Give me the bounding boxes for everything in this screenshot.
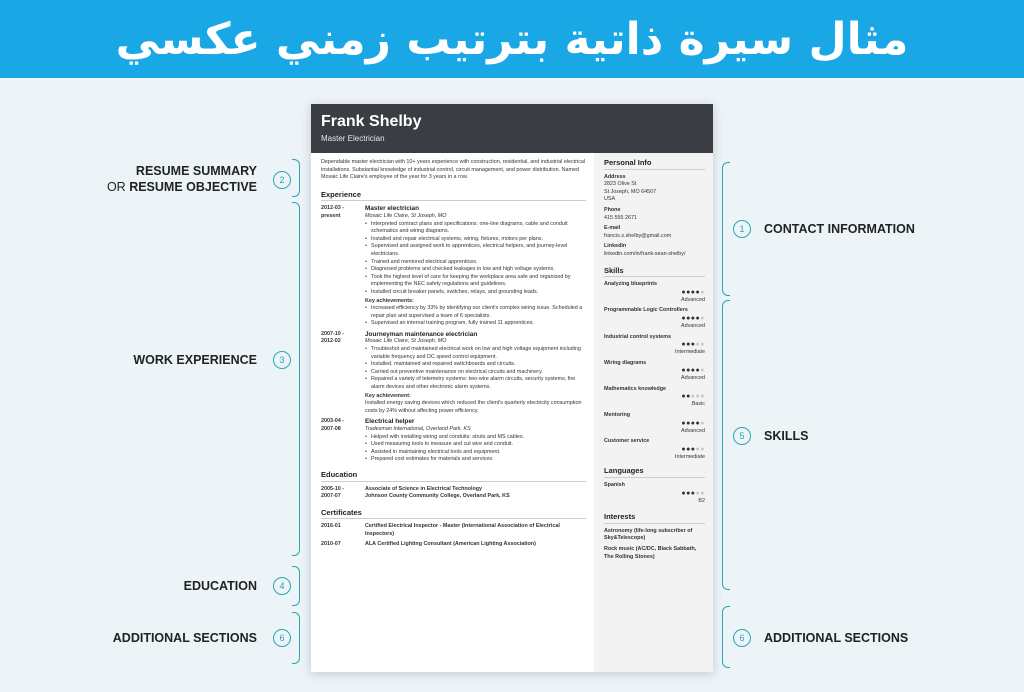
list-item: • Prepared cost estimates for materials and services. <box>365 456 586 464</box>
badge-4: 4 <box>273 577 291 595</box>
list-item: • Took the highest level of care for keeping the workplace area safe and organized by implementing the NEC safety regulations and guidelines. <box>365 274 586 289</box>
rating-dot: ● <box>700 489 705 497</box>
list-item: • Helped with installing wiring and conduits: struts and MS cables. <box>365 434 586 442</box>
title-banner <box>0 0 1024 78</box>
annotation-summary: RESUME SUMMARY OR RESUME OBJECTIVE <box>106 164 257 194</box>
rating-dot: ● <box>700 419 705 427</box>
resume-header <box>311 104 713 153</box>
rating-dot: ● <box>681 367 687 375</box>
skill-name: Programmable Logic Controllers <box>604 307 688 314</box>
personal-info-heading: Personal Info <box>604 159 705 170</box>
skills-heading: Skills <box>604 267 705 278</box>
rating-dot: ● <box>700 393 705 401</box>
list-item: • Installed and repair electrical systems, wiring, fixtures, motors per plans. <box>365 236 586 244</box>
list-item: • Troubleshot and maintained electrical work on low and high voltage equipment including variable frequency and DC speed control equipment. <box>365 346 586 361</box>
rating-dot: ● <box>700 367 705 375</box>
rating-dot: ● <box>690 314 696 322</box>
rating-dot: ● <box>695 393 701 401</box>
skill-level: Advanced <box>681 375 705 382</box>
list-item: • Assisted in maintaining electrical tools and equipment. <box>365 449 586 457</box>
skill-name: Industrial control systems <box>604 333 672 340</box>
language-entry: Spanish ●●●●● B2 <box>604 482 705 504</box>
badge-6-left: 6 <box>273 629 291 647</box>
certificates-heading: Certificates <box>321 509 586 520</box>
bracket-contact <box>722 162 730 296</box>
rating-dot: ● <box>700 314 705 322</box>
education-entry: 2005-10 - 2007-07 Associate of Science in Electrical Technology Johnson County Community College, Overland Park, KS <box>321 486 586 501</box>
skills-list <box>604 281 705 461</box>
job-company: Mosaic Life Claire, St Joseph, MO <box>365 338 447 345</box>
rating-dot: ● <box>681 341 687 349</box>
certificate-entry: 2010-07 ALA Certified Lighting Consultant (American Lighting Association) <box>321 540 536 547</box>
rating-dot: ● <box>695 445 701 453</box>
annotation-additional-right: ADDITIONAL SECTIONS <box>764 631 909 645</box>
rating-dot: ● <box>690 341 696 349</box>
annotation-contact: CONTACT INFORMATION <box>764 222 915 236</box>
rating-dot: ● <box>686 341 691 349</box>
rating-dot: ● <box>695 288 701 296</box>
rating-dots <box>604 367 705 375</box>
list-item: • Repaired a variety of telemetry systems: two-wire alarm circuits, security systems, fire alarm devices and other electronic alarm systems. <box>365 376 586 391</box>
languages-heading: Languages <box>604 467 705 478</box>
badge-6-right: 6 <box>733 629 751 647</box>
skill-level: Advanced <box>681 427 705 434</box>
rating-dots <box>604 289 705 297</box>
skill-name: Wiring diagrams <box>604 359 647 366</box>
skill-name: Customer service <box>604 438 650 445</box>
job-1: 2012-03 - present Master electrician Mosaic Life Claire, St Joseph, MO • Interpreted contract plans and specifications: one-line diagrams, cable and conduit schematics and wiring diagrams. • Installed and repair electrical systems, wiring, fixtures, motors per plans. • Supervised and assigned work to apprentices, electrical helpers, and journey-level electricians. • Trained and mentored electrical apprentices. • Diagnosed problems and checked leakages in low and high voltage systems. • Took the highest level of care for keeping the workplace area safe and organized by implementing the NEC safety regulations and guidelines. • Installed circuit breaker panels, switches, relays, and grounding leads. Key achievements: • Increased efficiency by 33% by identifying our client's complex wiring issue. Scheduled a repair plan and supervised a team of 6 specialists. • Supervised an internal training program, fully trained 11 apprentices. <box>321 205 586 328</box>
job-title: Journeyman maintenance electrician <box>365 330 478 338</box>
rating-dot: ● <box>690 489 696 497</box>
job-title: Electrical helper <box>365 418 415 426</box>
annotation-additional-left: ADDITIONAL SECTIONS <box>112 631 257 645</box>
rating-dot: ● <box>700 341 705 349</box>
rating-dots <box>604 315 705 323</box>
list-item: • Supervised an internal training program, fully trained 11 apprentices. <box>365 320 586 328</box>
education-heading: Education <box>321 471 586 482</box>
skill-entry <box>604 360 705 383</box>
rating-dot: ● <box>686 393 691 401</box>
bracket-summary <box>292 159 300 197</box>
resume-side-column: Personal Info Address 2823 Olive St St Joseph, MO 64507 USA Phone 415 555 2671 E-mail francis.s.shelby@gmail.com LinkedIn linkedin.com/in/frank-sean-shelby/ Skills Analyzing blueprints ●●●●● Advanced Programmable Logic Controllers ●●●●● Advanced Industrial control systems ●●●●● Intermediate Wiring diagrams ●●●●● Advanced Mathematics knowledge ●●●●● Basic Mentoring ●●●●● Advanced Customer service ●●●●● Intermediate Languages Spanish ●●●●● B2 Interests Astronomy (life-long subscriber of Sky&Telescope) Rock music (AC/DC, Black Sabbath, The Rolling Stones) <box>594 153 713 672</box>
list-item: • Used measuring tools to measure and cut wire and conduit. <box>365 441 586 449</box>
list-item: • Trained and mentored electrical apprentices. <box>365 259 586 267</box>
list-item: • Carried out preventive maintenance on electrical circuits and machinery. <box>365 369 586 377</box>
skill-name: Mathematics knowledge <box>604 385 667 392</box>
rating-dot: ● <box>681 445 687 453</box>
rating-dot: ● <box>695 367 701 375</box>
job-title: Master electrician <box>365 205 419 213</box>
resume-name: Frank Shelby <box>321 113 422 130</box>
job-company: Tradesman International, Overland Park, KS <box>365 426 471 432</box>
key-achievement-text: Installed energy saving devices which reduced the client's quarterly electricity consumption costs by 24% without affecting power efficiency. <box>365 400 582 414</box>
list-item: • Increased efficiency by 33% by identifying our client's complex wiring issue. Scheduled a repair plan and supervised a team of 6 specialists. <box>365 305 586 320</box>
interests-heading: Interests <box>604 513 705 524</box>
resume-document <box>311 104 713 672</box>
rating-dots <box>604 446 705 454</box>
list-item: • Installed, maintained and repaired switchboards and circuits. <box>365 361 586 369</box>
interest-item: Astronomy (life-long subscriber of Sky&Telescope) <box>604 527 693 542</box>
resume-summary: Dependable master electrician with 10+ years experience with construction, residential, and industrial electrical installations. Substantial knowledge of industrial control, circuit management, and power distribution. Named Mosaic Life Claire's employee of the year for 3 years in a row. <box>321 159 586 181</box>
key-achievement-label: Key achievement: <box>365 392 411 399</box>
resume-main-column <box>311 153 594 672</box>
badge-5: 5 <box>733 427 751 445</box>
annotation-education: EDUCATION <box>183 579 257 593</box>
job-company: Mosaic Life Claire, St Joseph, MO <box>365 212 447 219</box>
skill-level: Advanced <box>681 322 705 329</box>
rating-dot: ● <box>686 489 691 497</box>
rating-dot: ● <box>695 489 701 497</box>
rating-dot: ● <box>695 341 701 349</box>
rating-dot: ● <box>681 393 687 401</box>
rating-dot: ● <box>690 288 696 296</box>
rating-dot: ● <box>690 419 696 427</box>
interest-item: Rock music (AC/DC, Black Sabbath, The Rolling Stones) <box>604 546 697 560</box>
skill-entry <box>604 412 705 435</box>
rating-dots <box>604 341 705 349</box>
list-item: • Diagnosed problems and checked leakages in low and high voltage systems. <box>365 266 586 274</box>
rating-dot: ● <box>690 393 696 401</box>
skill-level: Intermediate <box>675 453 705 460</box>
list-item: • Interpreted contract plans and specifications: one-line diagrams, cable and conduit schematics and wiring diagrams. <box>365 221 586 236</box>
bracket-skills <box>722 300 730 590</box>
education-degree: Associate of Science in Electrical Technology <box>365 485 483 492</box>
job-3: 2003-04 - 2007-08 Electrical helper Tradesman International, Overland Park, KS • Helped with installing wiring and conduits: struts and MS cables. • Used measuring tools to measure and cut wire and conduit. • Assisted in maintaining electrical tools and equipment. • Prepared cost estimates for materials and services. <box>321 418 586 464</box>
skill-name: Mentoring <box>604 412 631 419</box>
experience-heading: Experience <box>321 191 586 202</box>
skill-level: Advanced <box>681 296 705 303</box>
rating-dot: ● <box>681 314 687 322</box>
skill-level: Basic <box>691 401 705 408</box>
skill-entry <box>604 386 705 409</box>
skill-entry <box>604 307 705 330</box>
rating-dot: ● <box>681 419 687 427</box>
badge-1: 1 <box>733 220 751 238</box>
rating-dot: ● <box>690 367 696 375</box>
skill-entry <box>604 438 705 461</box>
education-school: Johnson County Community College, Overland Park, KS <box>365 493 510 500</box>
rating-dot: ● <box>686 288 691 296</box>
rating-dots <box>604 490 705 498</box>
rating-dot: ● <box>695 419 701 427</box>
list-item: • Supervised and assigned work to apprentices, electrical helpers, and journey-level electricians. <box>365 243 586 258</box>
skill-entry <box>604 281 705 304</box>
rating-dots <box>604 393 705 401</box>
rating-dot: ● <box>686 367 691 375</box>
key-achievements-label: Key achievements: <box>365 297 414 304</box>
badge-3: 3 <box>273 351 291 369</box>
rating-dot: ● <box>681 489 687 497</box>
rating-dot: ● <box>690 445 696 453</box>
rating-dot: ● <box>686 419 691 427</box>
resume-role: Master Electrician <box>321 134 385 143</box>
skill-level: Intermediate <box>675 349 705 356</box>
bracket-education <box>292 566 300 606</box>
certificate-entry: 2016-01 Certified Electrical Inspector - Master (International Association of Electrical Inspectors) <box>321 523 560 537</box>
badge-2: 2 <box>273 171 291 189</box>
annotation-work: WORK EXPERIENCE <box>133 353 257 367</box>
skill-name: Analyzing blueprints <box>604 281 658 288</box>
annotation-skills: SKILLS <box>764 429 809 443</box>
list-item: • Installed circuit breaker panels, switches, relays, and grounding leads. <box>365 289 586 297</box>
job-2: 2007-10 - 2012-02 Journeyman maintenance electrician Mosaic Life Claire, St Joseph, MO • Troubleshot and maintained electrical work on low and high voltage equipment including variable frequency and DC speed control equipment. • Installed, maintained and repaired switchboards and circuits. • Carried out preventive maintenance on electrical circuits and machinery. • Repaired a variety of telemetry systems: two-wire alarm circuits, security systems, fire alarm devices and other electronic alarm systems. Key achievement: Installed energy saving devices which reduced the client's quarterly electricity consumption costs by 24% without affecting power efficiency. <box>321 331 586 416</box>
bracket-additional-right <box>722 606 730 668</box>
rating-dots <box>604 420 705 428</box>
bracket-additional-left <box>292 612 300 664</box>
bracket-work <box>292 202 300 556</box>
rating-dot: ● <box>700 445 705 453</box>
page-title: مثال سيرة ذاتية بترتيب زمني عكسي <box>115 13 909 65</box>
rating-dot: ● <box>700 288 705 296</box>
skill-entry <box>604 334 705 357</box>
rating-dot: ● <box>681 288 687 296</box>
rating-dot: ● <box>695 314 701 322</box>
rating-dot: ● <box>686 314 691 322</box>
rating-dot: ● <box>686 445 691 453</box>
